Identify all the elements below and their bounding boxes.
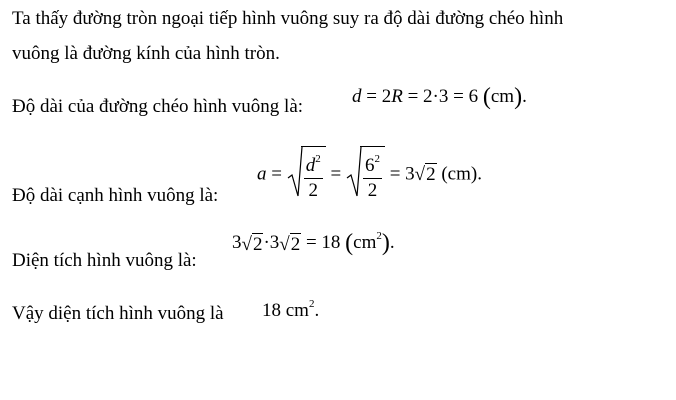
paragraph-line-2: vuông là đường kính của hình tròn. (12, 43, 280, 64)
conclusion-label: Vậy diện tích hình vuông là (12, 303, 224, 324)
diagonal-formula: d = 2R = 2·3 = 6 (cm). (352, 84, 527, 110)
sqrt-2: √2 (279, 234, 301, 255)
sqrt-frac-1: $\frac{d^2}{2}$ (287, 146, 326, 203)
diag-eq1: = 2 (366, 86, 392, 107)
side-label: Độ dài cạnh hình vuông là: (12, 185, 219, 206)
sqrt-frac-2: $\frac{6^2}{2}$ (346, 146, 385, 203)
area-label: Diện tích hình vuông là: (12, 250, 197, 271)
area-formula: 3√2·3√2 = 18 $(cm^2)$. (232, 230, 395, 256)
diag-R: R (391, 86, 403, 107)
sqrt-2: √2 (414, 163, 436, 185)
sqrt-2: √2 (241, 234, 263, 255)
conclusion-value: 18 $cm^2$. (262, 298, 320, 321)
diag-unit: cm (490, 86, 515, 107)
diag-rest: = 2·3 = 6 (407, 86, 479, 107)
diag-d: d (352, 86, 362, 107)
diag-end: . (522, 86, 527, 107)
paragraph-line-1: Ta thấy đường tròn ngoại tiếp hình vuông suy ra độ dài đường chéo hình (12, 8, 564, 29)
side-formula: a = $\frac{d^2}{2}$ = $\frac{6^2}{2}$ = 3√2 (cm). (257, 146, 482, 200)
diagonal-label: Độ dài của đường chéo hình vuông là: (12, 96, 304, 117)
side-a: a (257, 163, 267, 185)
radical-sign-icon (346, 146, 362, 198)
radical-sign-icon (287, 146, 303, 198)
